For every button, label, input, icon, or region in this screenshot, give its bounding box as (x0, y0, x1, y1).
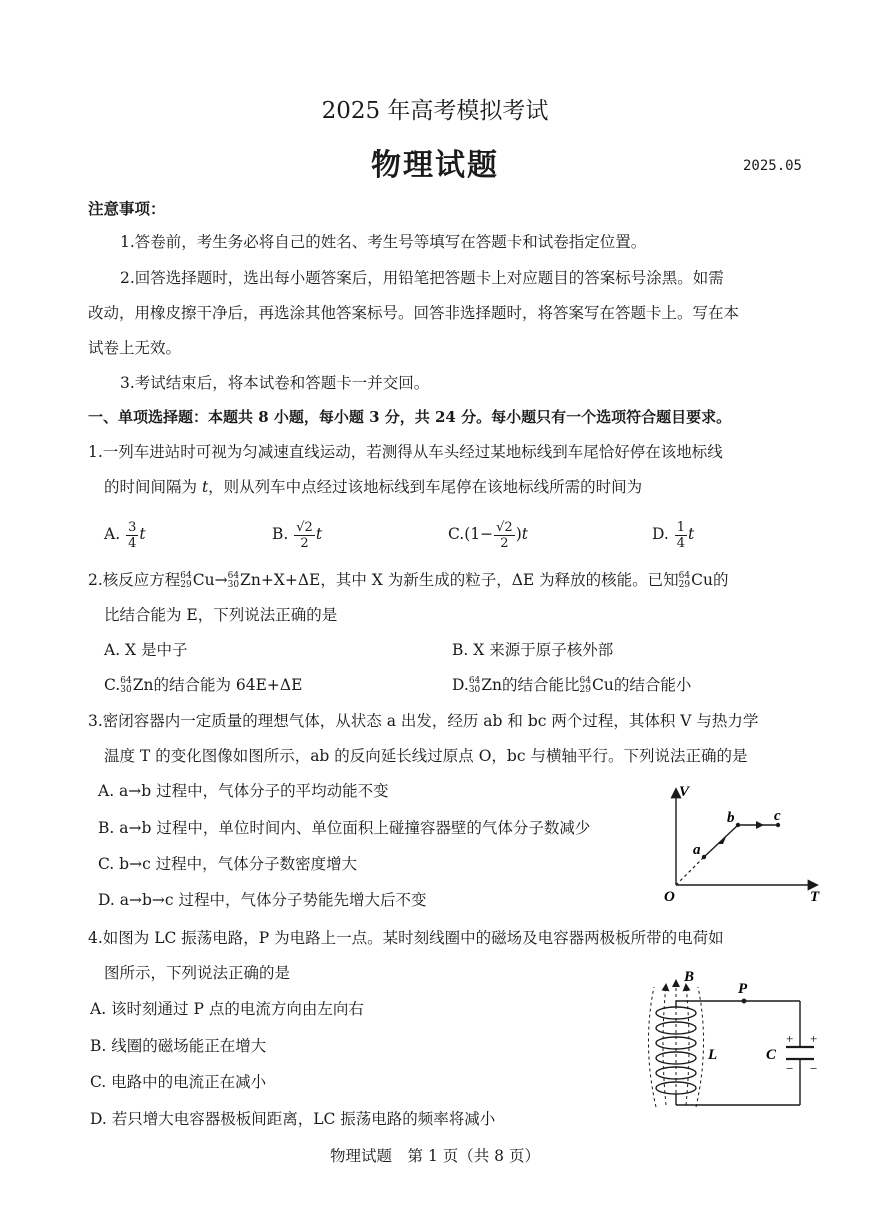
note-1: 1.答卷前，考生务必将自己的姓名、考生号等填写在答题卡和试卷指定位置。 (120, 233, 647, 251)
q2-option-d: D. 64 30 Zn的结合能比 64 29 Cu的结合能小 (452, 676, 692, 695)
q1-option-c: C.(1− $\frac{√2}{2}$ )t (448, 519, 528, 551)
section-heading: 一、单项选择题：本题共 8 小题，每小题 3 分，共 24 分。每小题只有一个选项符合题目要求。 (88, 408, 732, 426)
minus-sign-left: − (786, 1061, 794, 1076)
v-label: V (679, 784, 690, 800)
q3-line-2: 温度 T 的变化图像如图所示，ab 的反向延长线过原点 O，bc 与横轴平行。下列说法正确的是 (104, 747, 748, 765)
note-3: 3.考试结束后，将本试卷和答题卡一并交回。 (120, 374, 430, 392)
t-label: T (810, 889, 820, 905)
q2-option-a: A. X 是中子 (104, 641, 188, 659)
q4-option-b: B. 线圈的磁场能正在增大 (90, 1037, 267, 1055)
b-label: b (727, 810, 735, 826)
b-field-label: B (684, 969, 695, 985)
note-2-line-1: 2.回答选择题时，选出每小题答案后，用铅笔把答题卡上对应题目的答案标号涂黑。如需 (120, 269, 724, 287)
q3-option-c: C. b→c 过程中，气体分子数密度增大 (98, 855, 358, 873)
origin-label: O (664, 889, 675, 905)
q4-option-d: D. 若只增大电容器极板间距离，LC 振荡电路的频率将减小 (90, 1110, 496, 1128)
plus-sign-left: + (786, 1031, 794, 1046)
q2-option-b: B. X 来源于原子核外部 (452, 641, 614, 659)
q4-lc-circuit (636, 965, 836, 1115)
q4-line-2: 图所示，下列说法正确的是 (104, 964, 291, 982)
q3-option-a: A. a→b 过程中，气体分子的平均动能不变 (98, 782, 389, 800)
ab-segment (704, 825, 738, 857)
q2-line-2: 比结合能为 E，下列说法正确的是 (104, 606, 338, 624)
inductor-label: L (708, 1047, 718, 1063)
minus-sign-right: − (810, 1061, 818, 1076)
note-2-line-3: 试卷上无效。 (88, 339, 182, 357)
q2-line-1: 2.核反应方程 64 29 Cu→ 64 30 Zn+X+ΔE，其中 X 为新生成的粒子，ΔE 为释放的核能。已知 64 29 Cu的 (88, 571, 729, 590)
q4-line-1: 4.如图为 LC 振荡电路，P 为电路上一点。某时刻线圈中的磁场及电容器两极板所带的电荷如 (88, 929, 724, 947)
capacitor-label: C (766, 1047, 777, 1063)
q1-line-1: 1.一列车进站时可视为匀减速直线运动，若测得从车头经过某地标线到车尾恰好停在该地标线 (88, 443, 723, 461)
bc-arrow-icon (756, 821, 764, 829)
point-a (702, 855, 706, 859)
point-p (742, 999, 747, 1004)
exam-subtitle: 2025 年高考模拟考试 (321, 98, 549, 124)
q1-line-2: 的时间间隔为 t，则从列车中点经过该地标线到车尾停在该地标线所需的时间为 (104, 478, 643, 496)
q3-vt-graph (660, 780, 830, 905)
plus-sign-right: + (810, 1031, 818, 1046)
notes-heading: 注意事项： (88, 199, 166, 218)
p-label: P (738, 981, 748, 997)
q1-option-b: B. $\frac{√2}{2}$ t (272, 519, 323, 551)
q4-option-a: A. 该时刻通过 P 点的电流方向由左向右 (90, 1000, 364, 1018)
note-2-line-2: 改动，用橡皮擦干净后，再选涂其他答案标号。回答非选择题时，将答案写在答题卡上。写在本 (88, 304, 740, 322)
q3-option-b: B. a→b 过程中，单位时间内、单位面积上碰撞容器壁的气体分子数减少 (98, 819, 591, 837)
extension-dashed-line (676, 857, 704, 885)
q1-option-a: A. $\frac{3}{4}$ t (104, 519, 146, 551)
q2-option-c: C. 64 30 Zn的结合能为 64E+ΔE (104, 676, 303, 695)
page-title: 物理试题 (371, 148, 499, 183)
point-b (736, 823, 740, 827)
a-label: a (693, 842, 701, 858)
q4-option-c: C. 电路中的电流正在减小 (90, 1073, 267, 1091)
q1-option-d: D. $\frac{1}{4}$ t (652, 519, 695, 551)
q3-option-d: D. a→b→c 过程中，气体分子势能先增大后不变 (98, 891, 427, 909)
page-footer: 物理试题 第 1 页（共 8 页） (330, 1147, 540, 1165)
exam-date: 2025.05 (742, 158, 802, 174)
q3-line-1: 3.密闭容器内一定质量的理想气体，从状态 a 出发，经历 ab 和 bc 两个过程，其体积 V 与热力学 (88, 712, 759, 730)
c-label: c (774, 808, 781, 824)
